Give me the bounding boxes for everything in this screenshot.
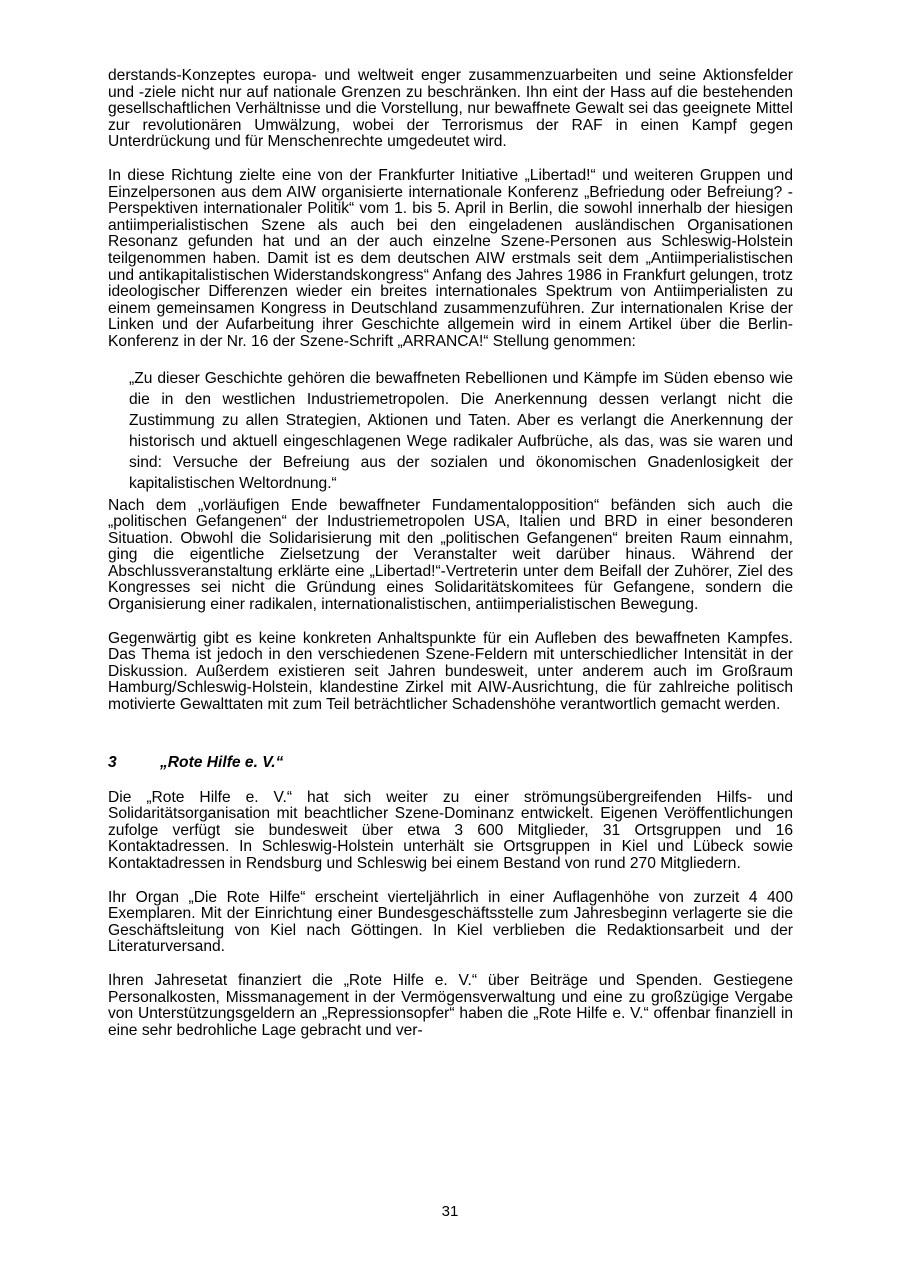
section-title: „Rote Hilfe e. V.“: [160, 753, 284, 771]
paragraph-spacer: [108, 151, 793, 168]
block-quote-arranca: „Zu dieser Geschichte gehören die bewaffneten Rebellionen und Kämpfe im Süden ebenso wie die in den westlichen Industriemetropolen. Die Anerkennung dessen verlangt nicht die Zustimmung zu allen Strategien, Aktionen und Taten. Aber es verlangt die Anerkennung der historisch und aktuell eingeschlagenen Wege radikaler Aufbrüche, als das, was sie waren und sind: Versuche der Befreiung aus der sozialen und ökonomischen Gnadenlosigkeit der kapitalistischen Weltordnung.“: [129, 369, 793, 492]
section-spacer: [108, 714, 793, 754]
section-number: 3: [108, 753, 117, 771]
paragraph-spacer: [108, 956, 793, 973]
page-number: 31: [441, 1203, 459, 1220]
paragraph-spacer: [108, 614, 793, 631]
document-page: [108, 68, 793, 1039]
paragraph-rote-hilfe-finances: Ihren Jahresetat finanziert die „Rote Hilfe e. V.“ über Beiträge und Spenden. Gestiegene Personalkosten, Missmanagement in der Vermögensverwaltung und eine zu großzügige Vergabe von Unterstützungsgeldern an „Repressionsopfer“ haben die „Rote Hilfe e. V.“ offenbar finanziell in eine sehr bedrohliche Lage gebracht und ver-: [108, 971, 793, 1039]
paragraph-rote-hilfe-overview: Die „Rote Hilfe e. V.“ hat sich weiter zu einer strömungsübergreifenden Hilfs- und Solidaritätsorganisation mit beachtlicher Szene-Dominanz entwickelt. Eigenen Veröffentlichungen zufolge verfügt sie bundesweit über etwa 3 600 Mitglieder, 31 Ortsgruppen und 16 Kontaktadressen. In Schleswig-Holstein unterhält sie Ortsgruppen in Kiel und Lübeck sowie Kontaktadressen in Rendsburg und Schleswig bei einem Bestand von rund 270 Mitgliedern.: [108, 788, 793, 872]
paragraph-berlin-conference: In diese Richtung zielte eine von der Frankfurter Initiative „Libertad!“ und weiteren Gruppen und Einzelpersonen aus dem AIW organisierte internationale Konferenz „Befriedung oder Befreiung? - Perspektiven internationaler Politik“ vom 1. bis 5. April in Berlin, die sowohl innerhalb der hiesigen antiimperialistischen Szene als auch bei den eingeladenen ausländischen Organisationen Resonanz gefunden hat und an der auch einzelne Szene-Personen aus Schleswig-Holstein teilgenommen haben. Damit ist es dem deutschen AIW erstmals seit dem „Antiimperialistischen und antikapitalistischen Widerstandskongress“ Anfang des Jahres 1986 in Frankfurt gelungen, trotz ideologischer Differenzen wieder ein breites internationales Spektrum von Antiimperialisten zu einem gemeinsamen Kongress in Deutschland zusammenzuführen. Zur internationalen Krise der Linken und der Aufarbeitung ihrer Geschichte allgemein wird in einem Artikel über die Berlin-Konferenz in der Nr. 16 der Szene-Schrift „ARRANCA!“ Stellung genommen:: [108, 166, 793, 350]
paragraph-spacer: [108, 351, 793, 368]
paragraph-rote-hilfe-organ: Ihr Organ „Die Rote Hilfe“ erscheint vierteljährlich in einer Auflagenhöhe von zurzeit 4 400 Exemplaren. Mit der Einrichtung einer Bundesgeschäftsstelle zum Jahresbeginn verlagerte sie die Geschäftsleitung von Kiel nach Göttingen. In Kiel verblieben die Redaktionsarbeit und der Literaturversand.: [108, 888, 793, 956]
paragraph-armed-struggle-outlook: Gegenwärtig gibt es keine konkreten Anhaltspunkte für ein Aufleben des bewaffneten Kampfes. Das Thema ist jedoch in den verschiedenen Szene-Feldern mit unterschiedlicher Intensität in der Diskussion. Außerdem existieren seit Jahren bundesweit, unter anderem auch im Großraum Hamburg/Schleswig-Holstein, klandestine Zirkel mit AIW-Ausrichtung, die für zahlreiche politisch motivierte Gewalttaten mit zum Teil beträchtlicher Schadenshöhe verantwortlich gemacht werden.: [108, 629, 793, 714]
paragraph-raf-context: derstands-Konzeptes europa- und weltweit enger zusammenzuarbeiten und seine Aktionsfelder und -ziele nicht nur auf nationale Grenzen zu beschränken. Ihn eint der Hass auf die bestehenden gesellschaftlichen Verhältnisse und die Vorstellung, nur bewaffnete Gewalt sei das geeignete Mittel zur revolutionären Umwälzung, wobei der Terrorismus der RAF in einen Kampf gegen Unterdrückung und für Menschenrechte umgedeutet wird.: [108, 67, 793, 151]
paragraph-spacer: [108, 873, 793, 890]
paragraph-political-prisoners: Nach dem „vorläufigen Ende bewaffneter Fundamentalopposition“ befänden sich auch die „politischen Gefangenen“ der Industriemetropolen USA, Italien und BRD in einer besonderen Situation. Obwohl die Solidarisierung mit den „politischen Gefangenen“ breiten Raum einnahm, ging die eigentliche Zielsetzung der Veranstalter weit darüber hinaus. Während der Abschlussveranstaltung erklärte eine „Libertad!“-Vertreterin unter dem Beifall der Zuhörer, Ziel des Kongresses sei nicht die Gründung eines Solidaritätskomitees für Gefangene, sondern die Organisierung einer radikalen, internationalistischen, antiimperialistischen Bewegung.: [108, 496, 793, 614]
section-heading: [108, 754, 793, 772]
section-spacer: [108, 772, 793, 790]
